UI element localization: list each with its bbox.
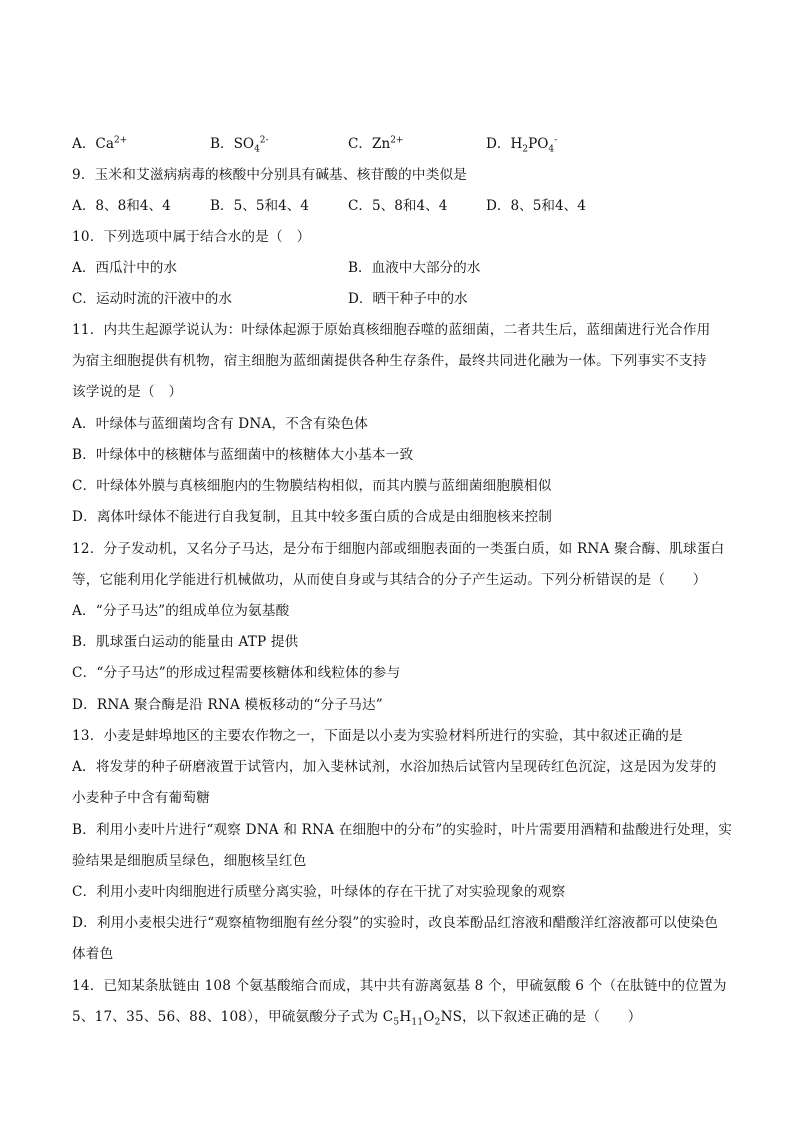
q11-stem-line-2: 为宿主细胞提供有机物，宿主细胞为蓝细菌提供各种生存条件，最终共同进化融为一体。下列事实不支持 [72,353,707,369]
q9-option-c: C．5、8和4、4 [348,198,448,214]
q11-option-b: B．叶绿体中的核糖体与蓝细菌中的核糖体大小基本一致 [72,447,414,463]
q13-option-c: C．利用小麦叶肉细胞进行质壁分离实验，叶绿体的存在干扰了对实验现象的观察 [72,884,566,900]
q14-stem-line-2: 5、17、35、56、88、108），甲硫氨酸分子式为 $C_5H_{11}O_2NS$，以下叙述正确的是（ ） [72,1009,642,1028]
q10-stem: 10．下列选项中属于结合水的是（ ） [72,229,311,245]
q13-option-a-line-1: A．将发芽的种子研磨液置于试管内，加入斐林试剂，水浴加热后试管内呈现砖红色沉淀，这是因为发芽的 [72,759,717,775]
q8-option-b: B．$SO_4^{2-}$ [210,135,269,155]
q11-option-a: A．叶绿体与蓝细菌均含有 DNA，不含有染色体 [72,416,369,432]
q13-option-b-line-1: B．利用小麦叶片进行“观察 DNA 和 RNA 在细胞中的分布”的实验时，叶片需要用酒精和盐酸进行处理，实 [72,822,733,838]
q12-option-c: C．“分子马达”的形成过程需要核糖体和线粒体的参与 [72,665,401,681]
q10-option-a: A．西瓜汁中的水 [72,260,177,276]
q12-option-a: A．“分子马达”的组成单位为氨基酸 [72,603,290,619]
q10-option-c: C．运动时流的汗液中的水 [72,291,232,307]
q12-option-d: D．RNA 聚合酶是沿 RNA 模板移动的“分子马达” [72,697,383,713]
q8-option-a: A．$Ca^{2+}$ [72,135,128,152]
q12-stem-line-1: 12．分子发动机，又名分子马达，是分布于细胞内部或细胞表面的一类蛋白质，如 RNA 聚合酶、肌球蛋白 [72,541,725,557]
q13-stem: 13．小麦是蚌埠地区的主要农作物之一，下面是以小麦为实验材料所进行的实验，其中叙述正确的是 [72,728,683,744]
q8-option-d: D．$H_2PO_4^-$ [486,135,558,155]
q12-option-b: B．肌球蛋白运动的能量由 ATP 提供 [72,634,299,650]
q13-option-d-line-2: 体着色 [72,946,114,962]
q11-option-d: D．离体叶绿体不能进行自我复制，且其中较多蛋白质的合成是由细胞核来控制 [72,509,553,525]
q10-option-d: D．晒干种子中的水 [348,291,468,307]
q8-option-c: C．$Zn^{2+}$ [348,135,404,152]
q13-option-b-line-2: 验结果是细胞质呈绿色，细胞核呈红色 [72,853,307,869]
q11-stem-line-3: 该学说的是（ ） [72,384,183,400]
q11-option-c: C．叶绿体外膜与真核细胞内的生物膜结构相似，而其内膜与蓝细菌细胞膜相似 [72,478,552,494]
q12-stem-line-2: 等，它能利用化学能进行机械做功，从而使自身或与其结合的分子产生运动。下列分析错误的是（ ） [72,572,707,588]
q11-stem-line-1: 11．内共生起源学说认为：叶绿体起源于原始真核细胞吞噬的蓝细菌，二者共生后，蓝细菌进行光合作用 [72,322,711,338]
q9-option-b: B．5、5和4、4 [210,198,309,214]
q13-option-d-line-1: D．利用小麦根尖进行“观察植物细胞有丝分裂”的实验时，改良苯酚品红溶液和醋酸洋红溶液都可以使染色 [72,915,719,931]
q9-option-d: D．8、5和4、4 [486,198,586,214]
q10-option-b: B．血液中大部分的水 [348,260,481,276]
q9-option-a: A．8、8和4、4 [72,198,171,214]
q9-stem: 9．玉米和艾滋病病毒的核酸中分别具有碱基、核苷酸的中类似是 [72,167,468,183]
q14-stem-line-1: 14．已知某条肽链由 108 个氨基酸缩合而成，其中共有游离氨基 8 个，甲硫氨酸 6 个（在肽链中的位置为 [72,978,727,994]
q13-option-a-line-2: 小麦种子中含有葡萄糖 [72,790,210,806]
